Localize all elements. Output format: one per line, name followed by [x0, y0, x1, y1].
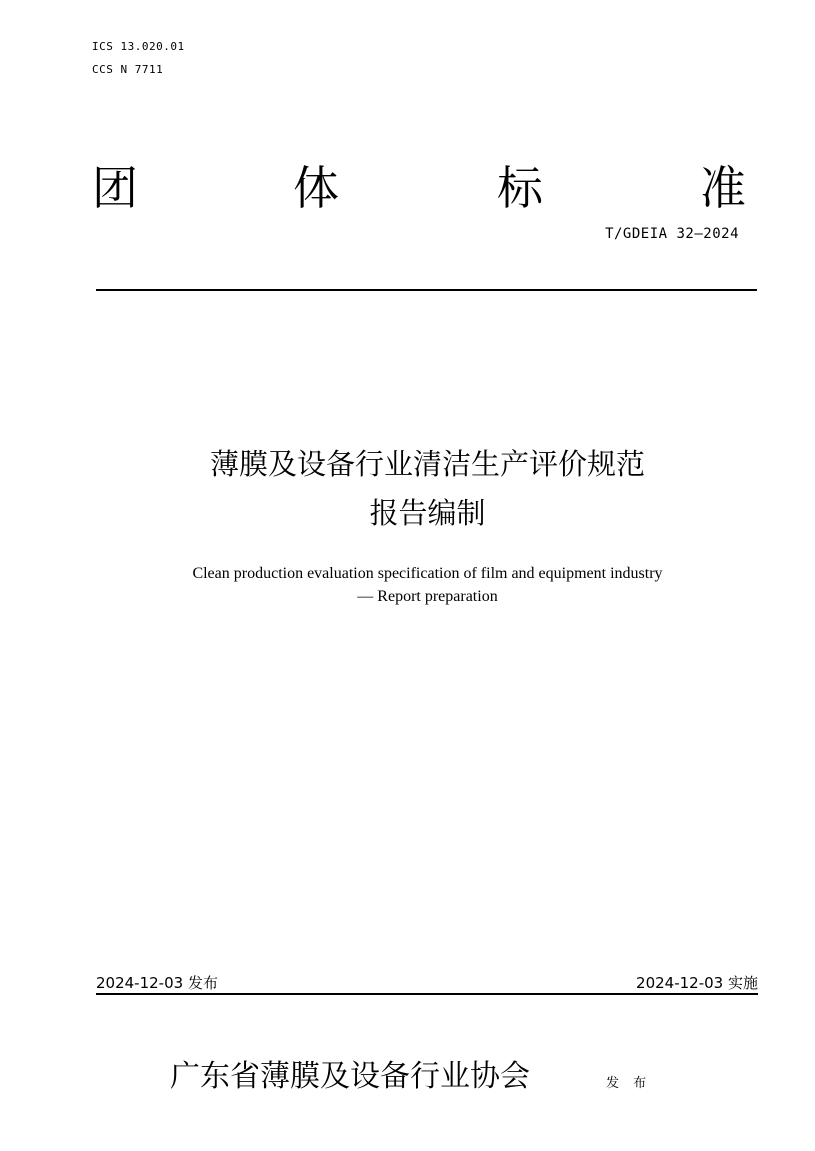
ccs-number: CCS N 7711	[92, 63, 164, 76]
issue-date: 2024-12-03 发布	[96, 974, 218, 992]
publisher-name: 广东省薄膜及设备行业协会	[170, 1059, 530, 1094]
title-english-line1: Clean production evaluation specification of film and equipment industry	[192, 565, 663, 582]
title-english-line2: — Report preparation	[357, 588, 498, 605]
ics-number: ICS 13.020.01	[92, 40, 185, 53]
publisher-suffix: 发 布	[606, 1076, 652, 1091]
standard-type-char: 体	[293, 161, 339, 215]
title-chinese-line1: 薄膜及设备行业清洁生产评价规范	[209, 447, 645, 481]
bottom-divider	[96, 993, 758, 995]
title-chinese-line2: 报告编制	[369, 496, 486, 530]
standard-code: T/GDEIA 32—2024	[605, 226, 739, 242]
standard-type-char: 团	[92, 161, 138, 215]
top-divider	[96, 289, 757, 291]
standard-type-char: 标	[497, 161, 543, 215]
implementation-date: 2024-12-03 实施	[636, 974, 758, 992]
standard-type-char: 准	[700, 161, 746, 215]
